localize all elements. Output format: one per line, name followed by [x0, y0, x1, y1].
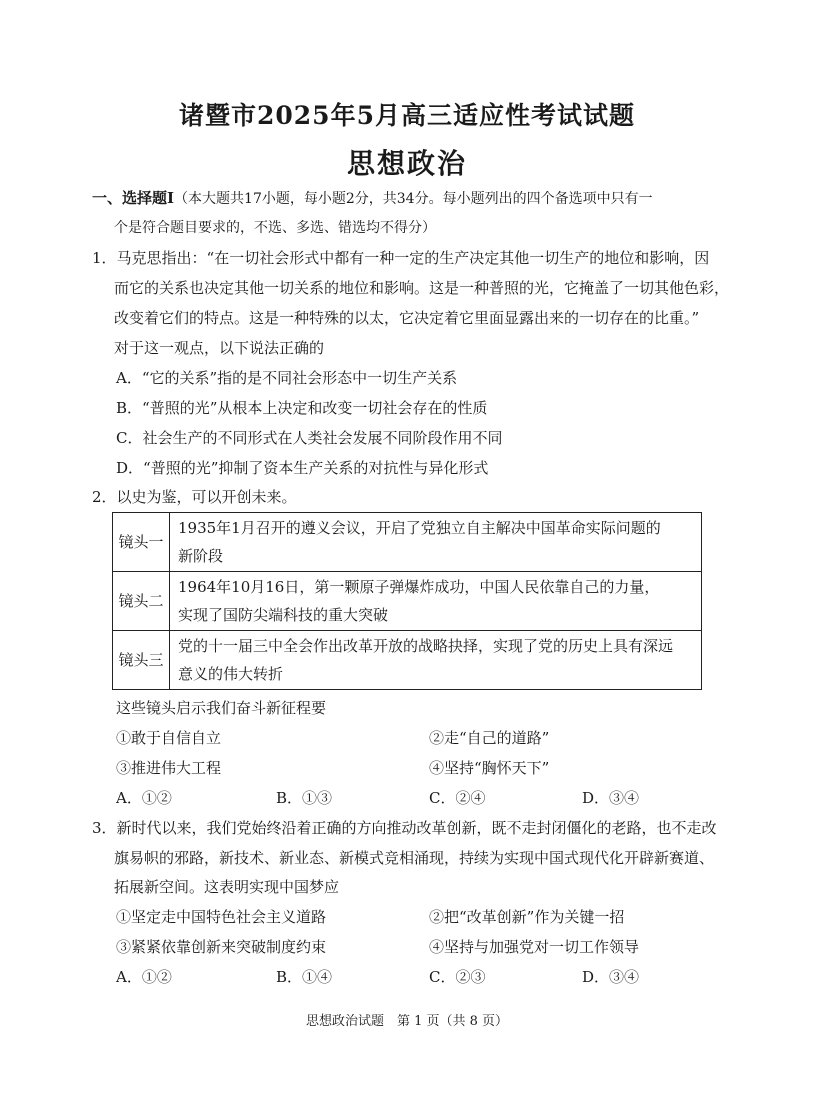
q2-item-1: ①敢于自信自立 [116, 729, 222, 747]
table-row [113, 513, 702, 572]
q2-table [112, 512, 702, 690]
table-row-text-line2: 意义的伟大转折 [178, 665, 284, 683]
q3-choice-c: C．②③ [429, 968, 486, 986]
section-instruction-line1: （本大题共17小题，每小题2分，共34分。每小题列出的四个备选项中只有一 [174, 191, 653, 207]
table-row-key: 镜头一 [113, 513, 170, 572]
section-heading [92, 188, 653, 209]
q1-stem-line4: 对于这一观点，以下说法正确的 [114, 339, 325, 357]
q1-option-a: A．“它的关系”指的是不同社会形态中一切生产关系 [116, 369, 458, 387]
q3-item-2: ②把“改革创新”作为关键一招 [429, 908, 625, 926]
section-instruction-line2: 个是符合题目要求的，不选、多选、错选均不得分） [114, 220, 436, 236]
table-row-key: 镜头三 [113, 631, 170, 690]
q3-item-3: ③紧紧依靠创新来突破制度约束 [116, 938, 327, 956]
q1-option-b: B．“普照的光”从根本上决定和改变一切社会存在的性质 [116, 399, 488, 417]
q1-stem-line1: 1．马克思指出：“在一切社会形式中都有一种一定的生产决定其他一切生产的地位和影响，因 [92, 249, 710, 267]
table-row [113, 631, 702, 690]
table-row-text-line1: 1964年10月16日，第一颗原子弹爆炸成功，中国人民依靠自己的力量， [178, 578, 660, 596]
q3-stem-line3: 拓展新空间。这表明实现中国梦应 [114, 878, 340, 896]
q3-item-4: ④坚持与加强党对一切工作领导 [429, 938, 640, 956]
table-row-text-line1: 1935年1月召开的遵义会议，开启了党独立自主解决中国革命实际问题的 [178, 519, 661, 537]
section-label: 一、选择题Ⅰ [92, 189, 175, 207]
q3-choice-d: D．③④ [582, 968, 640, 986]
q2-choice-d: D．③④ [582, 789, 640, 807]
q3-stem-line1: 3．新时代以来，我们党始终沿着正确的方向推动改革创新，既不走封闭僵化的老路，也不走改 [92, 819, 717, 837]
table-row-text-line1: 党的十一届三中全会作出改革开放的战略抉择，实现了党的历史上具有深远 [178, 637, 674, 655]
q2-choice-b: B．①③ [276, 789, 333, 807]
q2-prompt: 这些镜头启示我们奋斗新征程要 [116, 699, 327, 717]
q2-choice-a: A．①② [116, 789, 172, 807]
q2-item-3: ③推进伟大工程 [116, 759, 222, 777]
table-row-text [170, 513, 702, 572]
q2-item-2: ②走“自己的道路” [429, 729, 550, 747]
q3-item-1: ①坚定走中国特色社会主义道路 [116, 908, 327, 926]
q3-stem-line2: 旗易帜的邪路，新技术、新业态、新模式竞相涌现，持续为实现中国式现代化开辟新赛道、 [114, 849, 715, 867]
table-row-text-line2: 实现了国防尖端科技的重大突破 [178, 606, 389, 624]
table-row-key: 镜头二 [113, 572, 170, 631]
page-footer: 思想政治试题 第 1 页（共 8 页） [305, 1014, 509, 1029]
q1-stem-line3: 改变着它们的特点。这是一种特殊的以太，它决定着它里面显露出来的一切存在的比重。” [114, 309, 700, 327]
table-row-text [170, 572, 702, 631]
q1-stem-line2: 而它的关系也决定其他一切关系的地位和影响。这是一种普照的光，它掩盖了一切其他色彩， [114, 279, 730, 297]
q3-choice-a: A．①② [116, 968, 172, 986]
q2-stem: 2．以史为鉴，可以开创未来。 [92, 488, 297, 506]
table-row [113, 572, 702, 631]
table-row-text-line2: 新阶段 [178, 547, 224, 565]
q3-choice-b: B．①④ [276, 968, 333, 986]
q2-item-4: ④坚持“胸怀天下” [429, 759, 550, 777]
table-row-text [170, 631, 702, 690]
q2-choice-c: C．②④ [429, 789, 486, 807]
q1-option-d: D．“普照的光”抑制了资本生产关系的对抗性与异化形式 [116, 459, 489, 477]
subject-title: 思想政治 [346, 147, 467, 180]
exam-title: 诸暨市2025年5月高三适应性考试试题 [179, 101, 635, 130]
q1-option-c: C．社会生产的不同形式在人类社会发展不同阶段作用不同 [116, 429, 503, 447]
